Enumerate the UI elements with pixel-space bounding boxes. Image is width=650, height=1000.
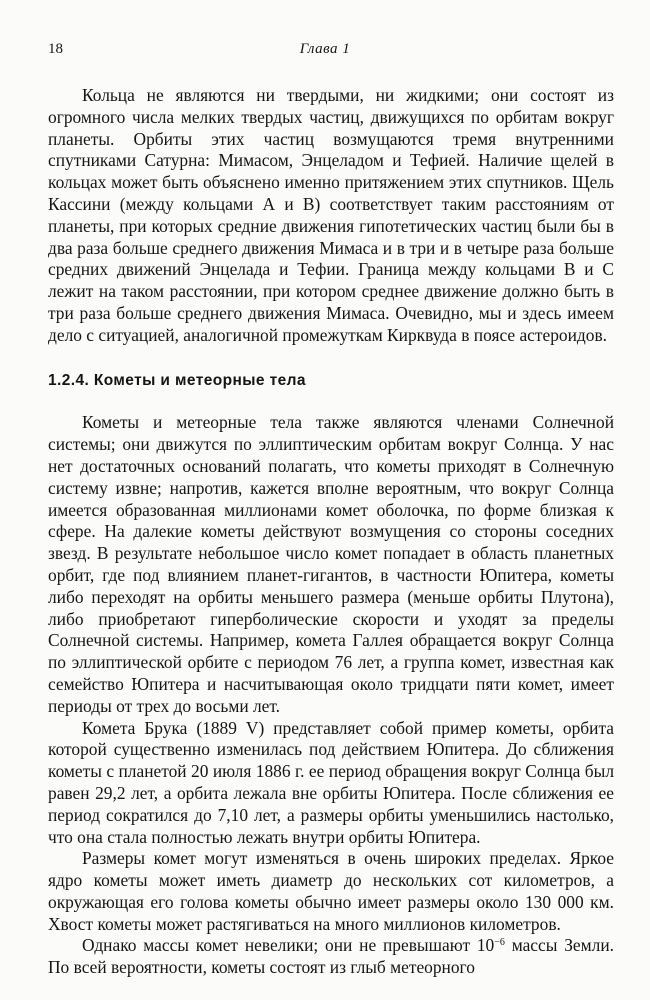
section-heading: 1.2.4. Кометы и метеорные тела — [48, 371, 306, 389]
mass-text-start: Однако массы комет невелики; они не превышают 10 — [82, 935, 495, 956]
page-body — [48, 85, 614, 979]
paragraph-saturn-rings: Кольца не являются ни твердыми, ни жидкими; они состоят из огромного числа мелких твердых частиц, движущихся по орбитам вокруг планеты. Орбиты этих частиц возмущаются тремя внутренними спутниками Сатурна: Мимасом, Энцеладом и Тефией. Наличие щелей в кольцах может быть объяснено именно притяжением этих спутников. Щель Кассини (между кольцами А и В) соответствует таким расстояниям от планеты, при которых средние движения гипотетических частиц были бы в два раза больше среднего движения Мимаса и в три и в четыре раза больше средних движений Энцелада и Тефии. Граница между кольцами В и С лежит на таком расстоянии, при котором среднее движение должно быть в три раза больше среднего движения Мимаса. Очевидно, мы и здесь имеем дело с ситуацией, аналогичной промежуткам Кирквуда в поясе астероидов. — [48, 85, 614, 345]
running-head: Глава 1 — [299, 41, 351, 57]
paragraph-comet-brooks: Комета Брука (1889 V) представляет собой пример кометы, орбита которой существенно изменилась под действием Юпитера. До сближения кометы с планетой 20 июля 1886 г. ее период обращения вокруг Солнца был равен 29,2 лет, а орбита лежала вне орбиты Юпитера. После сближения ее период сократился до 7,10 лет, а размеры орбиты уменьшились настолько, что она стала полностью лежать внутри орбиты Юпитера. — [48, 717, 614, 847]
mass-exponent: −6 — [494, 937, 505, 949]
paragraph-comet-masses — [48, 935, 614, 979]
paragraph-comet-sizes: Размеры комет могут изменяться в очень широких пределах. Яркое ядро кометы может иметь диаметр до нескольких сот километров, а окружающая его голова кометы обычно имеет размеры около 130 000 км. Хвост кометы может растягиваться на много миллионов километров. — [48, 848, 614, 934]
mass-text-end: массы Земли. По всей вероятности, кометы состоят из глыб метеорного — [48, 935, 614, 978]
page-number: 18 — [48, 41, 63, 57]
paragraph-comets-intro: Кометы и метеорные тела также являются членами Солнечной системы; они движутся по эллиптическим орбитам вокруг Солнца. У нас нет достаточных оснований полагать, что кометы приходят в Солнечную систему извне; напротив, кажется вполне вероятным, что вокруг Солнца имеется образованная миллионами комет оболочка, по форме близкая к сфере. На далекие кометы действуют возмущения со стороны соседних звезд. В результате небольшое число комет попадает в область планетных орбит, где под влиянием планет-гигантов, в частности Юпитера, кометы либо переходят на орбиты меньшего размера (меньше орбиты Плутона), либо приобретают гиперболические скорости и уходят за пределы Солнечной системы. Например, комета Галлея обращается вокруг Солнца по эллиптической орбите с периодом 76 лет, а группа комет, известная как семейство Юпитера и насчитывающая около тридцати пяти комет, имеет периоды от трех до восьми лет. — [48, 412, 614, 716]
